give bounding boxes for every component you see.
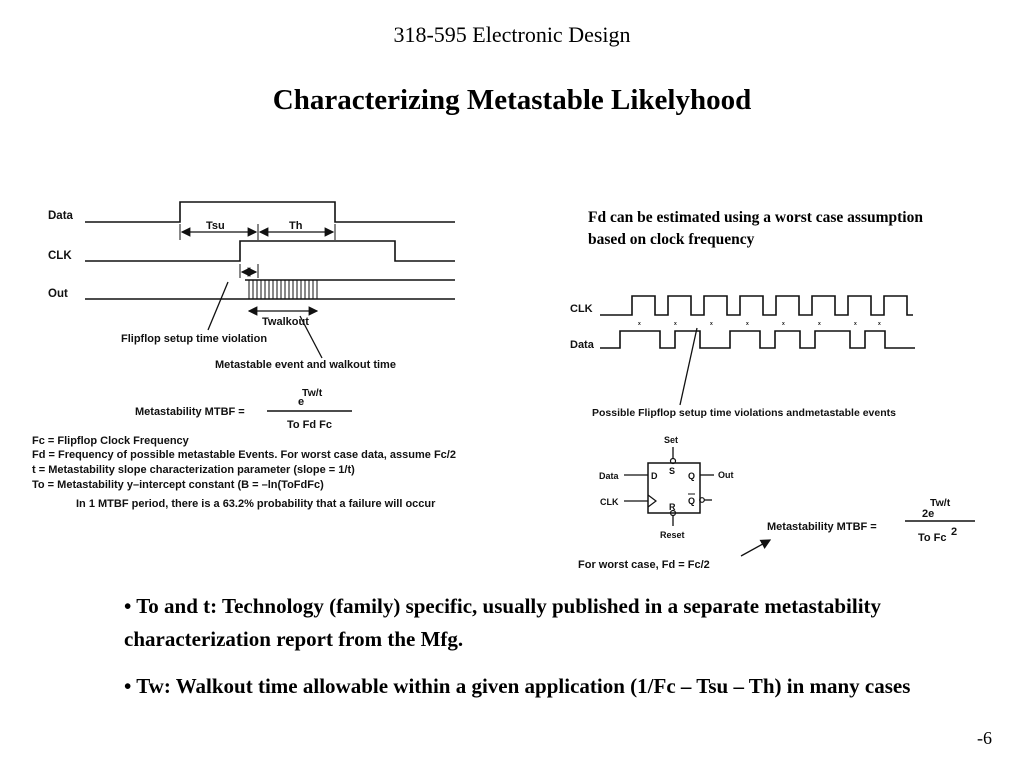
svg-text:x: x [710, 321, 713, 327]
bullet-tw: • Tw: Walkout time allowable within a given application (1/Fc – Tsu – Th) in many cases [124, 674, 911, 698]
ff-out-label: Out [718, 470, 734, 480]
clk-signal-label: CLK [48, 250, 72, 262]
ff-set-label: Set [664, 435, 679, 445]
ff-s-pin: S [669, 466, 676, 476]
violation-label: Flipflop setup time violation [121, 333, 268, 345]
def-mtbf-probability: In 1 MTBF period, there is a 63.2% probability that a failure will occur [76, 498, 436, 510]
def-fd: Fd = Frequency of possible metastable Events. For worst case data, assume Fc/2 [32, 449, 456, 461]
svg-text:x: x [782, 321, 785, 327]
page-number: -6 [977, 728, 992, 748]
svg-text:x: x [674, 321, 677, 327]
svg-text:x: x [878, 321, 881, 327]
metastable-event-label: Metastable event and walkout time [215, 359, 396, 371]
svg-text:x: x [818, 321, 821, 327]
mtbf-denominator: To Fd Fc [287, 419, 333, 431]
right-clk-label: CLK [570, 303, 593, 315]
def-fc: Fc = Flipflop Clock Frequency [32, 435, 189, 447]
ff-qbar-pin: Q [688, 496, 696, 506]
worst-case-label: For worst case, Fd = Fc/2 [578, 559, 710, 571]
right-mtbf-exponent: Tw/t [930, 497, 951, 509]
def-t: t = Metastability slope characterization parameter (slope = 1/t) [32, 464, 355, 476]
ff-reset-label: Reset [660, 530, 685, 540]
right-data-waveform [600, 331, 915, 348]
right-clk-waveform [600, 296, 913, 315]
clk-waveform [85, 241, 455, 261]
ff-q-pin: Q [688, 471, 696, 481]
ff-r-pin: R [669, 502, 676, 512]
svg-text:x: x [854, 321, 857, 327]
bullet-list [124, 590, 924, 717]
ff-data-input-label: Data [599, 471, 619, 481]
right-mtbf-den-sup: 2 [951, 526, 958, 538]
slide-title: Characterizing Metastable Likelyhood [272, 84, 752, 116]
fd-estimate-note: Fd can be estimated using a worst case assumption based on clock frequency [588, 209, 923, 248]
right-data-label: Data [570, 339, 594, 351]
bullet-to-t: • To and t: Technology (family) specific, usually published in a separate metastability characterization report from the Mfg. [124, 594, 882, 651]
course-title: 318-595 Electronic Design [393, 22, 631, 47]
right-mtbf-numerator: 2e [922, 508, 935, 520]
right-mtbf-denominator: To Fc [918, 532, 947, 544]
svg-text:x: x [638, 321, 641, 327]
walkout-label: Twalkout [262, 316, 309, 328]
mtbf-exponent: Tw/t [302, 387, 323, 399]
right-timing-diagram [600, 296, 975, 556]
left-timing-diagram [85, 202, 455, 411]
clock-edge-marks [638, 321, 881, 327]
out-waveform [85, 280, 455, 299]
data-signal-label: Data [48, 210, 73, 222]
th-label: Th [289, 220, 303, 232]
right-mtbf-lhs: Metastability MTBF = [767, 521, 877, 533]
data-waveform [85, 202, 455, 222]
mtbf-lhs: Metastability MTBF = [135, 406, 245, 418]
ff-d-pin: D [651, 471, 658, 481]
def-to: To = Metastability y–intercept constant (B = –ln(ToFdFc) [32, 479, 324, 491]
mtbf-e: e [298, 396, 305, 408]
violations-label: Possible Flipflop setup time violations andmetastable events [592, 407, 896, 419]
tsu-label: Tsu [206, 220, 225, 232]
out-signal-label: Out [48, 288, 68, 300]
metastable-hatch [249, 280, 317, 299]
svg-text:x: x [746, 321, 749, 327]
ff-clk-input-label: CLK [600, 497, 619, 507]
